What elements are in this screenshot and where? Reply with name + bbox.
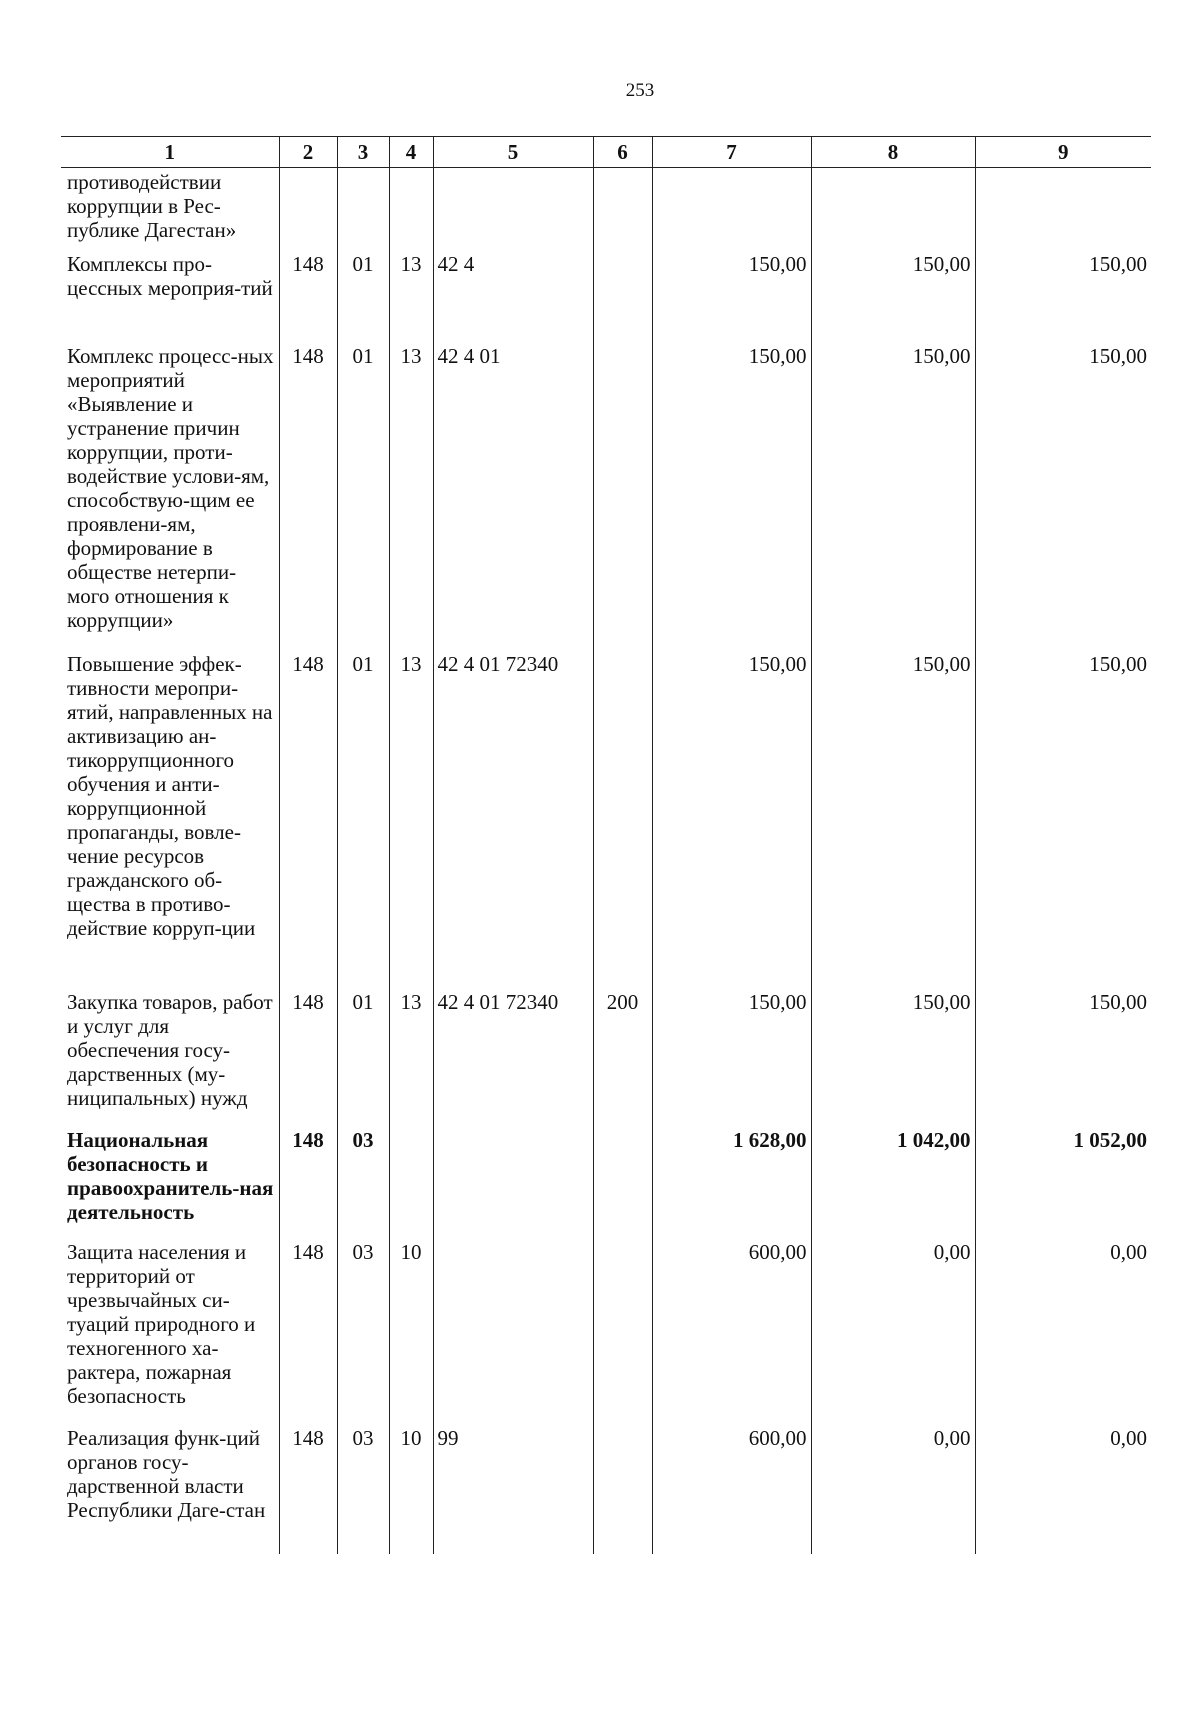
cell-col2: 148 bbox=[279, 1238, 337, 1424]
cell-col6 bbox=[593, 650, 652, 988]
cell-col4: 13 bbox=[389, 342, 433, 650]
cell-col6 bbox=[593, 250, 652, 342]
cell-col3: 01 bbox=[337, 988, 389, 1126]
row-name: Защита населения и территорий от чрезвычайных си-туаций природного и техногенного ха-рактера, пожарная безопасность bbox=[61, 1238, 279, 1424]
cell-col9: 0,00 bbox=[975, 1424, 1151, 1554]
cell-col6: 200 bbox=[593, 988, 652, 1126]
cell-col9: 150,00 bbox=[975, 250, 1151, 342]
cell-col7: 150,00 bbox=[652, 650, 811, 988]
table-row bbox=[61, 250, 1151, 342]
cell-col3: 01 bbox=[337, 250, 389, 342]
column-header-3: 3 bbox=[337, 137, 389, 168]
table-row bbox=[61, 342, 1151, 650]
cell-col3: 03 bbox=[337, 1238, 389, 1424]
cell-col3: 03 bbox=[337, 1424, 389, 1554]
cell-col3: 01 bbox=[337, 342, 389, 650]
table-row bbox=[61, 988, 1151, 1126]
cell-col7: 1 628,00 bbox=[652, 1126, 811, 1238]
page-number: 253 bbox=[625, 80, 655, 101]
cell-col5: 42 4 01 72340 bbox=[433, 650, 593, 988]
cell-col2: 148 bbox=[279, 1126, 337, 1238]
cell-col9: 150,00 bbox=[975, 342, 1151, 650]
cell-col2: 148 bbox=[279, 650, 337, 988]
cell-col8: 150,00 bbox=[811, 250, 975, 342]
cell-col3: 01 bbox=[337, 650, 389, 988]
column-header-7: 7 bbox=[652, 137, 811, 168]
column-header-9: 9 bbox=[975, 137, 1151, 168]
cell-col2: 148 bbox=[279, 1424, 337, 1554]
cell-col2: 148 bbox=[279, 988, 337, 1126]
cell-col6 bbox=[593, 1238, 652, 1424]
budget-table bbox=[61, 136, 1151, 1554]
cell-col4 bbox=[389, 168, 433, 250]
column-header-1: 1 bbox=[61, 137, 279, 168]
cell-col9: 0,00 bbox=[975, 1238, 1151, 1424]
cell-col9: 1 052,00 bbox=[975, 1126, 1151, 1238]
cell-col5 bbox=[433, 168, 593, 250]
column-header-6: 6 bbox=[593, 137, 652, 168]
cell-col5 bbox=[433, 1238, 593, 1424]
cell-col7: 600,00 bbox=[652, 1424, 811, 1554]
cell-col8: 150,00 bbox=[811, 342, 975, 650]
table-row bbox=[61, 1126, 1151, 1238]
table-row bbox=[61, 1238, 1151, 1424]
cell-col8: 0,00 bbox=[811, 1238, 975, 1424]
cell-col6 bbox=[593, 342, 652, 650]
header-row bbox=[61, 137, 1151, 168]
cell-col5: 42 4 01 72340 bbox=[433, 988, 593, 1126]
cell-col3: 03 bbox=[337, 1126, 389, 1238]
cell-col4: 13 bbox=[389, 250, 433, 342]
row-name: Реализация функ-ций органов госу-дарственной власти Республики Даге-стан bbox=[61, 1424, 279, 1554]
cell-col5: 42 4 01 bbox=[433, 342, 593, 650]
cell-col4: 10 bbox=[389, 1424, 433, 1554]
cell-col2 bbox=[279, 168, 337, 250]
table-row bbox=[61, 1424, 1151, 1554]
table-row bbox=[61, 168, 1151, 250]
cell-col3 bbox=[337, 168, 389, 250]
cell-col7: 150,00 bbox=[652, 250, 811, 342]
cell-col4: 13 bbox=[389, 650, 433, 988]
cell-col8: 150,00 bbox=[811, 650, 975, 988]
cell-col4 bbox=[389, 1126, 433, 1238]
column-header-4: 4 bbox=[389, 137, 433, 168]
cell-col6 bbox=[593, 168, 652, 250]
row-name: Комплексы про-цессных мероприя-тий bbox=[61, 250, 279, 342]
column-header-5: 5 bbox=[433, 137, 593, 168]
cell-col8: 150,00 bbox=[811, 988, 975, 1126]
cell-col5 bbox=[433, 1126, 593, 1238]
row-name: противодействии коррупции в Рес-публике Дагестан» bbox=[61, 168, 279, 250]
column-header-8: 8 bbox=[811, 137, 975, 168]
cell-col7 bbox=[652, 168, 811, 250]
row-name: Повышение эффек-тивности меропри-ятий, направленных на активизацию ан-тикоррупционного обучения и анти-коррупционной пропаганды, вовле-чение ресурсов гражданского об-щества в противо-действие корруп-ции bbox=[61, 650, 279, 988]
cell-col5: 99 bbox=[433, 1424, 593, 1554]
row-name: Закупка товаров, работ и услуг для обеспечения госу-дарственных (му-ниципальных) нужд bbox=[61, 988, 279, 1126]
cell-col8: 1 042,00 bbox=[811, 1126, 975, 1238]
cell-col7: 600,00 bbox=[652, 1238, 811, 1424]
cell-col9 bbox=[975, 168, 1151, 250]
cell-col8 bbox=[811, 168, 975, 250]
cell-col6 bbox=[593, 1424, 652, 1554]
cell-col2: 148 bbox=[279, 250, 337, 342]
cell-col9: 150,00 bbox=[975, 988, 1151, 1126]
column-header-2: 2 bbox=[279, 137, 337, 168]
row-name: Национальная безопасность и правоохранитель-ная деятельность bbox=[61, 1126, 279, 1238]
cell-col8: 0,00 bbox=[811, 1424, 975, 1554]
row-name: Комплекс процесс-ных мероприятий «Выявление и устранение причин коррупции, проти-водействие услови-ям, способствую-щим ее проявлени-ям, формирование в обществе нетерпи-мого отношения к коррупции» bbox=[61, 342, 279, 650]
cell-col4: 10 bbox=[389, 1238, 433, 1424]
cell-col4: 13 bbox=[389, 988, 433, 1126]
table-row bbox=[61, 650, 1151, 988]
cell-col5: 42 4 bbox=[433, 250, 593, 342]
cell-col7: 150,00 bbox=[652, 988, 811, 1126]
cell-col9: 150,00 bbox=[975, 650, 1151, 988]
cell-col2: 148 bbox=[279, 342, 337, 650]
cell-col6 bbox=[593, 1126, 652, 1238]
cell-col7: 150,00 bbox=[652, 342, 811, 650]
